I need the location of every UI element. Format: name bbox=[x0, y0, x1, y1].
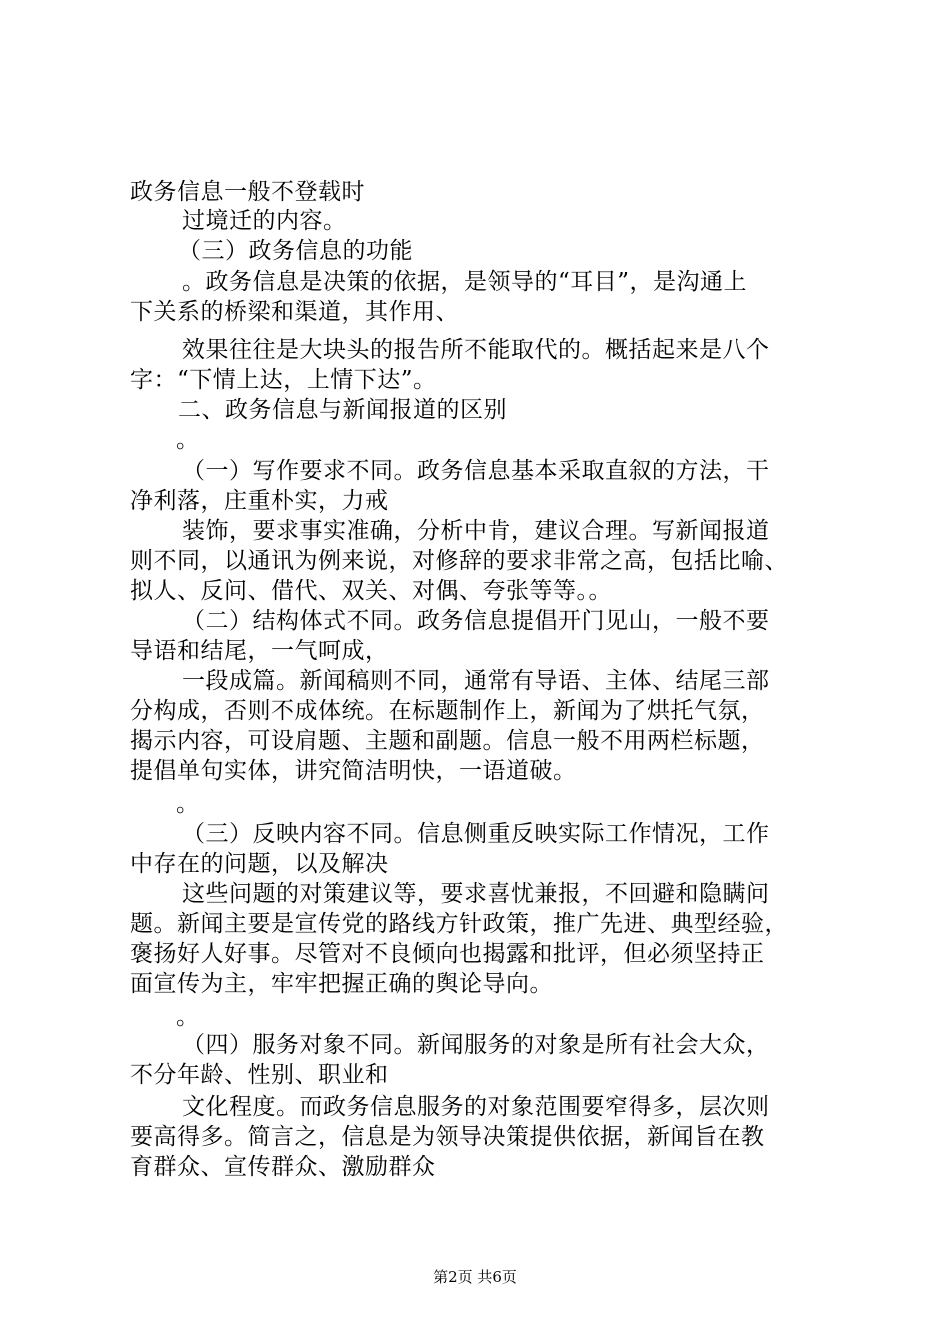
section-heading: 二、政务信息与新闻报道的区别 bbox=[178, 397, 507, 423]
text-line: （三）反映内容不同。信息侧重反映实际工作情况，工作 bbox=[182, 821, 770, 847]
text-line: 导语和结尾，一气呵成， bbox=[130, 638, 389, 664]
text-line: 揭示内容，可设肩题、主题和副题。信息一般不用两栏标题， bbox=[130, 728, 765, 754]
text-line: 则不同，以通讯为例来说，对修辞的要求非常之高，包括比喻、 bbox=[130, 548, 788, 574]
text-line: 净利落，庄重朴实，力戒 bbox=[130, 488, 389, 514]
text-line: 。 bbox=[176, 1004, 200, 1030]
text-line: 题。新闻主要是宣传党的路线方针政策，推广先进、典型经验， bbox=[130, 911, 788, 937]
text-line: （四）服务对象不同。新闻服务的对象是所有社会大众， bbox=[182, 1032, 770, 1058]
text-line: 拟人、反问、借代、双关、对偶、夸张等等。。 bbox=[130, 578, 612, 604]
text-line: 分构成，否则不成体统。在标题制作上，新闻为了烘托气氛， bbox=[130, 698, 765, 724]
section-heading: （三）政务信息的功能 bbox=[178, 238, 413, 264]
text-line: 一段成篇。新闻稿则不同，通常有导语、主体、结尾三部 bbox=[182, 668, 770, 694]
text-line: 字：“下情上达，上情下达”。 bbox=[130, 367, 437, 393]
text-line: 不分年龄、性别、职业和 bbox=[130, 1062, 389, 1088]
text-line: 育群众、宣传群众、激励群众 bbox=[130, 1154, 436, 1180]
text-line: （二）结构体式不同。政务信息提倡开门见山，一般不要 bbox=[182, 608, 770, 634]
text-line: 这些问题的对策建议等，要求喜忧兼报，不回避和隐瞒问 bbox=[182, 881, 770, 907]
text-line: 要高得多。简言之，信息是为领导决策提供依据，新闻旨在教 bbox=[130, 1124, 765, 1150]
text-line: 下关系的桥梁和渠道，其作用、 bbox=[130, 299, 459, 325]
text-line: 提倡单句实体，讲究简洁明快，一语道破。 bbox=[130, 758, 577, 784]
text-line: 。 bbox=[176, 427, 200, 453]
text-line: 中存在的问题，以及解决 bbox=[130, 851, 389, 877]
text-line: 文化程度。而政务信息服务的对象范围要窄得多，层次则 bbox=[182, 1094, 770, 1120]
text-line: （一）写作要求不同。政务信息基本采取直叙的方法，干 bbox=[182, 458, 770, 484]
text-line: 。政务信息是决策的依据，是领导的“耳目”，是沟通上 bbox=[182, 269, 748, 295]
text-line: 政务信息一般不登载时 bbox=[130, 179, 365, 205]
text-line: 褒扬好人好事。尽管对不良倾向也揭露和批评，但必须坚持正 bbox=[130, 941, 765, 967]
text-line: 效果往往是大块头的报告所不能取代的。概括起来是八个 bbox=[182, 337, 770, 363]
page-footer: 第2页 共6页 bbox=[433, 1268, 517, 1286]
text-line: 过境迁的内容。 bbox=[182, 208, 347, 234]
text-line: 装饰，要求事实准确，分析中肯，建议合理。写新闻报道 bbox=[182, 518, 770, 544]
text-line: 面宣传为主，牢牢把握正确的舆论导向。 bbox=[130, 971, 553, 997]
text-line: 。 bbox=[176, 791, 200, 817]
